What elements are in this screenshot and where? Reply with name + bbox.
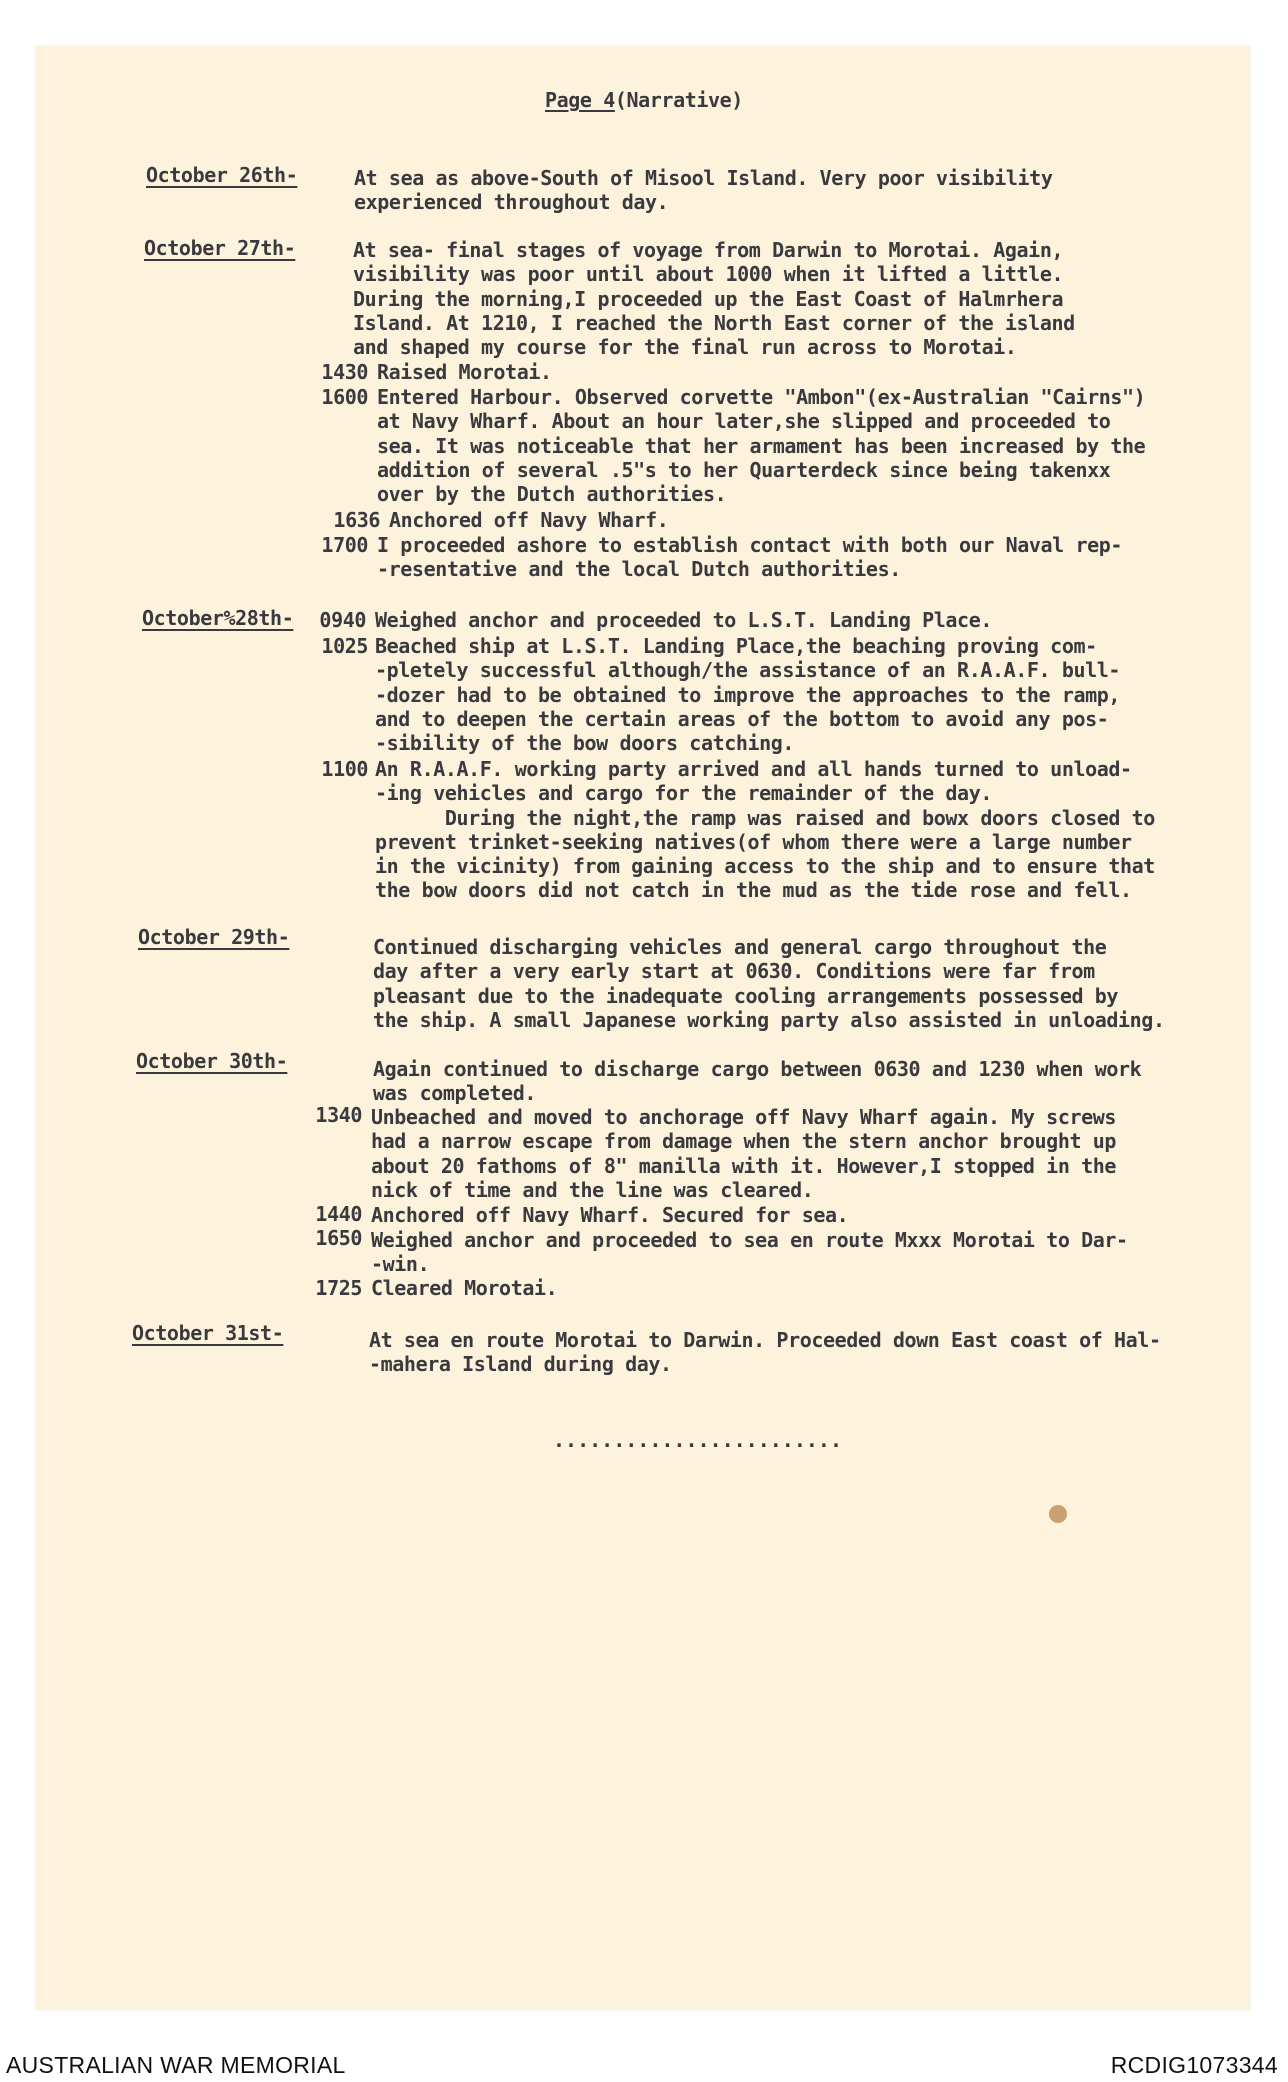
entry-time: 1650 (315, 1226, 362, 1250)
text-line: At sea en route Morotai to Darwin. Proceeded down East coast of Hal- (369, 1328, 1161, 1352)
entry-text (375, 757, 1155, 903)
entry-time: 1340 (315, 1103, 362, 1127)
text-line: over by the Dutch authorities. (377, 482, 727, 507)
footer-archive-name: AUSTRALIAN WAR MEMORIAL (6, 2052, 346, 2078)
entry-time: 0940 (319, 608, 366, 632)
text-line: in the vicinity) from gaining access to the ship and to ensure that (375, 854, 1155, 879)
page-title (545, 88, 743, 112)
text-line: Weighed anchor and proceeded to sea en route Mxxx Morotai to Dar- (371, 1228, 1128, 1252)
text-line: At sea as above-South of Misool Island. Very poor visibility (354, 166, 1053, 190)
text-line: -sibility of the bow doors catching. (375, 731, 795, 756)
paper-stain (1049, 1505, 1067, 1523)
entry-text (373, 1057, 1141, 1106)
entry-time: 1025 (321, 634, 368, 658)
entry-text (375, 634, 1120, 755)
entry-time: 1636 (333, 508, 380, 532)
text-line: day after a very early start at 0630. Conditions were far from (373, 959, 1095, 984)
entry-time: 1700 (321, 533, 368, 557)
text-line: the ship. A small Japanese working party also assisted in unloading. (373, 1007, 1165, 1032)
text-line: At sea- final stages of voyage from Darwin to Morotai. Again, (353, 238, 1064, 262)
text-line: An R.A.A.F. working party arrived and all hands turned to unload- (375, 757, 1132, 781)
entry-time: 1100 (321, 757, 368, 781)
page-title-suffix: (Narrative) (614, 88, 743, 112)
text-line: the bow doors did not catch in the mud as the tide rose and fell. (375, 878, 1132, 903)
text-line: Raised Morotai. (377, 360, 552, 384)
entry-date: October 27th- (144, 236, 296, 260)
text-line: -win. (371, 1252, 430, 1277)
entry-time: 1430 (321, 360, 368, 384)
entry-text (373, 935, 1165, 1032)
text-line: Beached ship at L.S.T. Landing Place,the beaching proving com- (375, 634, 1097, 658)
entry-time: 1440 (315, 1202, 362, 1226)
entry-text (369, 1328, 1161, 1377)
text-line: addition of several .5"s to her Quarterdeck since being takenxx (377, 457, 1111, 482)
text-line: prevent trinket-seeking natives(of whom there were a large number (375, 829, 1132, 854)
entry-date: October 31st- (132, 1321, 284, 1345)
text-line: Weighed anchor and proceeded to L.S.T. Landing Place. (375, 608, 992, 632)
entry-date: October%28th- (142, 606, 294, 630)
entry-date: October 29th- (138, 925, 290, 949)
text-line: During the night,the ramp was raised and bowx doors closed to (375, 805, 1155, 830)
text-line: -dozer had to be obtained to improve the approaches to the ramp, (375, 682, 1121, 707)
text-line: about 20 fathoms of 8" manilla with it. However,I stopped in the (371, 1153, 1117, 1178)
entry-text (377, 385, 1145, 506)
text-line: During the morning,I proceeded up the East Coast of Halmrhera (353, 286, 1064, 311)
text-line: Entered Harbour. Observed corvette "Ambon"(ex-Australian "Cairns") (377, 385, 1146, 409)
text-line: -ing vehicles and cargo for the remainder of the day. (375, 781, 992, 806)
text-line: had a narrow escape from damage when the stern anchor brought up (371, 1129, 1117, 1154)
entry-text (377, 360, 552, 384)
entry-text (377, 533, 1122, 582)
entry-text (371, 1276, 557, 1300)
text-line: and to deepen the certain areas of the bottom to avoid any pos- (375, 706, 1109, 731)
text-line: Continued discharging vehicles and general cargo throughout the (373, 935, 1107, 959)
entry-text (371, 1105, 1116, 1202)
text-line: at Navy Wharf. About an hour later,she slipped and proceeded to (377, 409, 1111, 434)
entry-date: October 26th- (146, 163, 298, 187)
text-line: visibility was poor until about 1000 when it lifted a little. (353, 262, 1064, 287)
text-line: I proceeded ashore to establish contact with both our Naval rep- (377, 533, 1123, 557)
text-line: Again continued to discharge cargo between 0630 and 1230 when work (373, 1057, 1142, 1081)
entry-text (353, 238, 1075, 359)
separator-dots: ........................ (553, 1428, 842, 1452)
page-title-number: Page 4 (545, 88, 615, 112)
text-line: was completed. (373, 1081, 536, 1106)
entry-time: 1600 (321, 385, 368, 409)
text-line: Anchored off Navy Wharf. (389, 508, 669, 532)
text-line: Cleared Morotai. (371, 1276, 558, 1300)
entry-text (371, 1228, 1128, 1277)
text-line: sea. It was noticeable that her armament has been increased by the (377, 433, 1146, 458)
text-line: -mahera Island during day. (369, 1352, 672, 1377)
entry-date: October 30th- (136, 1049, 288, 1073)
text-line: experienced throughout day. (354, 190, 669, 215)
text-line: Unbeached and moved to anchorage off Navy Wharf again. My screws (371, 1105, 1117, 1129)
text-line: Island. At 1210, I reached the North East corner of the island (353, 310, 1075, 335)
text-line: and shaped my course for the final run across to Morotai. (353, 335, 1017, 360)
entry-text (375, 608, 992, 632)
text-line: -resentative and the local Dutch authorities. (377, 557, 901, 582)
entry-text (354, 166, 1052, 215)
text-line: pleasant due to the inadequate cooling arrangements possessed by (373, 983, 1119, 1008)
text-line: nick of time and the line was cleared. (371, 1177, 814, 1202)
entry-text (389, 508, 668, 532)
text-line: -pletely successful although/the assistance of an R.A.A.F. bull- (375, 658, 1121, 683)
entry-text (371, 1203, 848, 1227)
entry-time: 1725 (315, 1276, 362, 1300)
footer-record-id: RCDIG1073344 (1110, 2052, 1278, 2078)
text-line: Anchored off Navy Wharf. Secured for sea. (371, 1203, 849, 1227)
